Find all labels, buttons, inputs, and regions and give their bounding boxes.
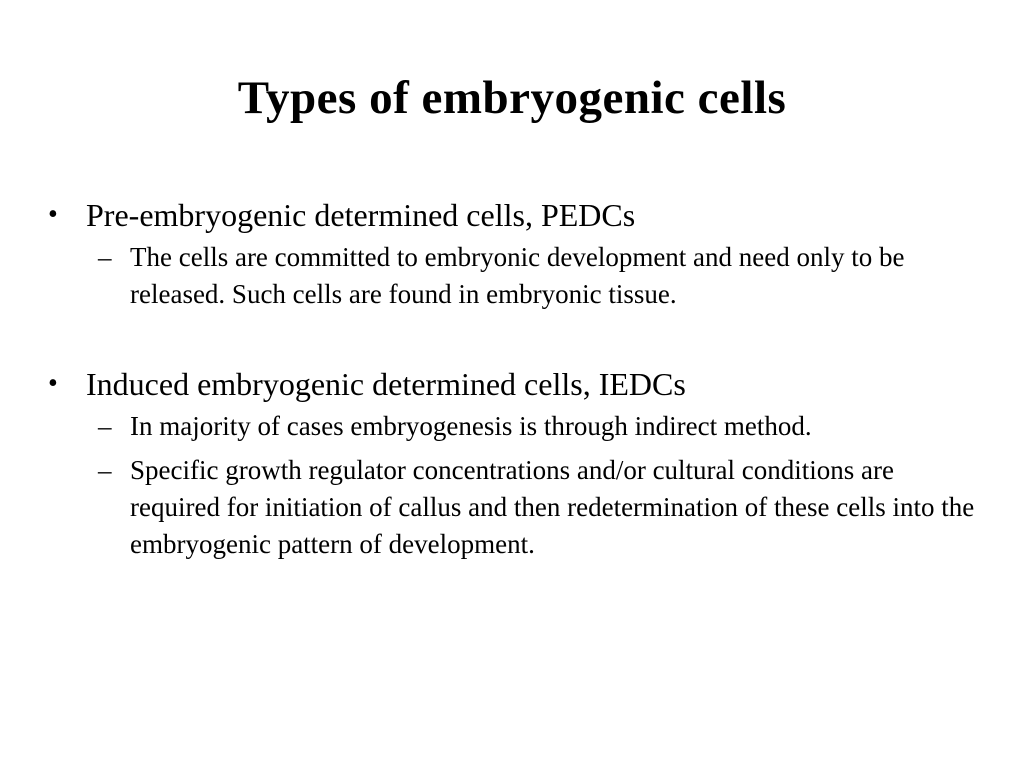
dash-marker: – (98, 242, 112, 272)
bullet-item-pedcs (48, 195, 988, 235)
sub-bullet-item (48, 239, 988, 313)
dash-marker: – (98, 411, 112, 441)
sub-list-iedcs (48, 408, 988, 563)
bullet-text: Induced embryogenic determined cells, IEDCs (86, 366, 686, 402)
bullet-text: Pre-embryogenic determined cells, PEDCs (86, 197, 636, 233)
dash-marker: – (98, 455, 112, 485)
bullet-marker: • (48, 199, 58, 230)
sub-bullet-text: The cells are committed to embryonic development and need only to be released. Such cells are found in embryonic tissue. (130, 242, 905, 309)
sub-bullet-item (48, 452, 988, 563)
slide-content (48, 195, 988, 570)
slide-title: Types of embryogenic cells (237, 72, 787, 124)
sub-bullet-item (48, 408, 988, 445)
bullet-item-iedcs (48, 364, 988, 404)
sub-bullet-text: Specific growth regulator concentrations and/or cultural conditions are required for initiation of callus and then redetermination of these cells into the embryogenic pattern of development. (130, 455, 975, 559)
spacer (48, 320, 988, 364)
bullet-marker: • (48, 368, 58, 399)
sub-bullet-text: In majority of cases embryogenesis is through indirect method. (130, 411, 812, 441)
sub-list-pedcs (48, 239, 988, 313)
